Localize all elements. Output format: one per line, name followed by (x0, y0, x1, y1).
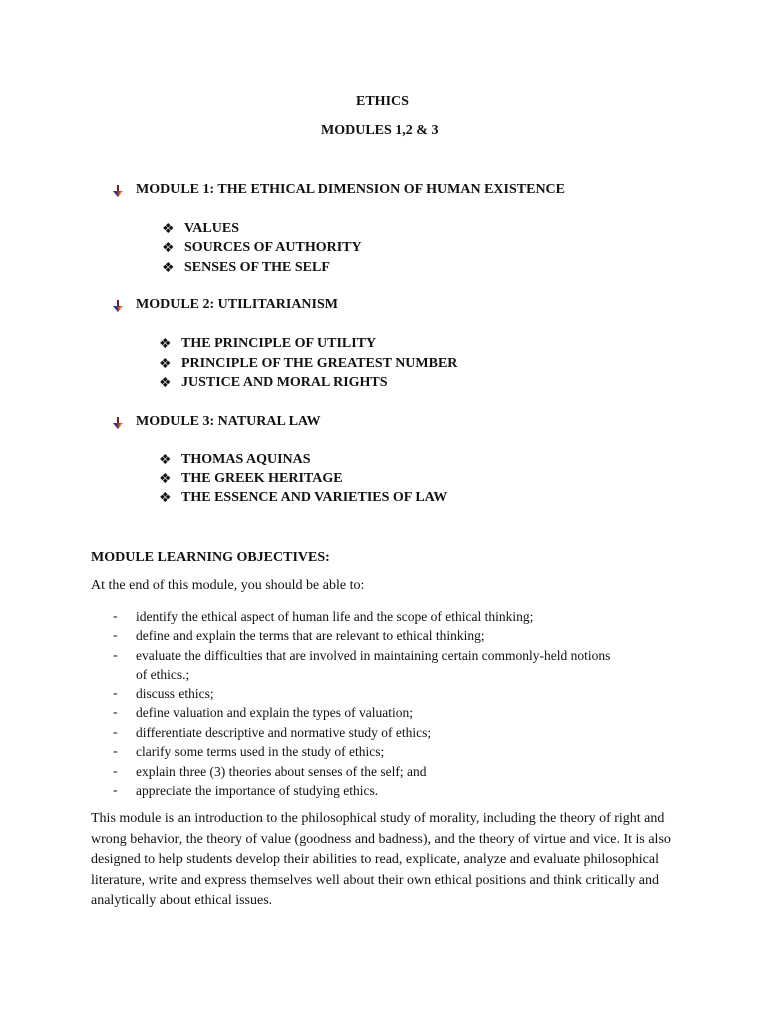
arrow-down-bullet-icon (113, 185, 123, 198)
module-2-topic: PRINCIPLE OF THE GREATEST NUMBER (181, 356, 458, 371)
module-2-topic: JUSTICE AND MORAL RIGHTS (181, 375, 388, 390)
objectives-heading: MODULE LEARNING OBJECTIVES: (91, 550, 330, 565)
module-2-topic: THE PRINCIPLE OF UTILITY (181, 336, 377, 351)
objective-item: clarify some terms used in the study of ethics; (136, 744, 385, 759)
diamond-bullet-icon: ❖ (159, 337, 172, 352)
diamond-bullet-icon: ❖ (162, 222, 175, 237)
objective-item-continuation: of ethics.; (136, 667, 190, 682)
diamond-bullet-icon: ❖ (159, 376, 172, 391)
diamond-bullet-icon: ❖ (159, 491, 172, 506)
module-3-heading: MODULE 3: NATURAL LAW (136, 414, 321, 429)
list-dash: - (113, 628, 118, 643)
module-description-paragraph: This module is an introduction to the philosophical study of morality, including the theory of right and wrong behavior, the theory of value (goodness and badness), and the theory of virtue and vice. It is also designed to help students develop their abilities to read, explicate, analyze and evaluate philosophical literature, write and express themselves well about their own ethical positions and think critically and analytically about ethical issues. (91, 811, 671, 908)
objective-item: identify the ethical aspect of human life and the scope of ethical thinking; (136, 609, 534, 624)
list-dash: - (113, 705, 118, 720)
arrow-down-bullet-icon (113, 417, 123, 430)
objective-item: evaluate the difficulties that are involved in maintaining certain commonly-held notions (136, 648, 611, 663)
list-dash: - (113, 744, 118, 759)
list-dash: - (113, 609, 118, 624)
module-1-topic: SOURCES OF AUTHORITY (184, 240, 362, 255)
module-2-heading: MODULE 2: UTILITARIANISM (136, 297, 338, 312)
arrow-down-bullet-icon (113, 300, 123, 313)
diamond-bullet-icon: ❖ (162, 261, 175, 276)
objective-item: define valuation and explain the types of valuation; (136, 705, 414, 720)
diamond-bullet-icon: ❖ (159, 472, 172, 487)
diamond-bullet-icon: ❖ (159, 357, 172, 372)
list-dash: - (113, 725, 118, 740)
list-dash: - (113, 648, 118, 663)
module-1-topic: VALUES (184, 221, 239, 236)
module-1-topic: SENSES OF THE SELF (184, 260, 330, 275)
module-1-heading: MODULE 1: THE ETHICAL DIMENSION OF HUMAN EXISTENCE (136, 182, 566, 197)
diamond-bullet-icon: ❖ (159, 453, 172, 468)
document-subtitle: MODULES 1,2 & 3 (321, 123, 439, 138)
module-3-topic: THOMAS AQUINAS (181, 452, 311, 467)
module-3-topic: THE GREEK HERITAGE (181, 471, 343, 486)
list-dash: - (113, 686, 118, 701)
module-3-topic: THE ESSENCE AND VARIETIES OF LAW (181, 490, 448, 505)
objective-item: define and explain the terms that are relevant to ethical thinking; (136, 628, 485, 643)
list-dash: - (113, 783, 118, 798)
objective-item: discuss ethics; (136, 686, 214, 701)
objective-item: explain three (3) theories about senses of the self; and (136, 764, 427, 779)
list-dash: - (113, 764, 118, 779)
diamond-bullet-icon: ❖ (162, 241, 175, 256)
objective-item: appreciate the importance of studying ethics. (136, 783, 379, 798)
objectives-intro: At the end of this module, you should be able to: (91, 578, 365, 593)
objective-item: differentiate descriptive and normative study of ethics; (136, 725, 432, 740)
document-title: ETHICS (356, 94, 409, 109)
